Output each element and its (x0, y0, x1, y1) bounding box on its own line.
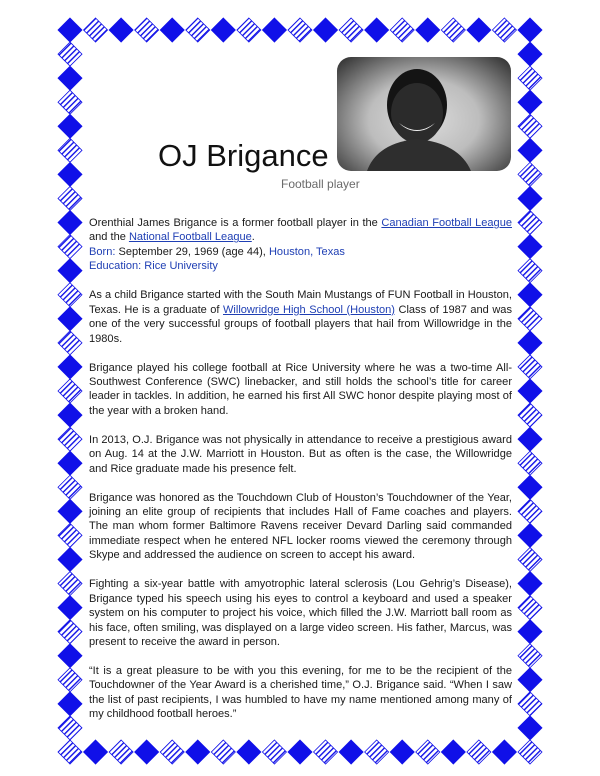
border-diamond (518, 66, 542, 90)
border-diamond (518, 620, 542, 644)
border-diamond (58, 499, 82, 523)
border-diamond (518, 379, 542, 403)
border-diamond (492, 740, 516, 764)
border-diamond (365, 740, 389, 764)
border-diamond (288, 740, 312, 764)
border-diamond (314, 740, 338, 764)
border-diamond (58, 90, 82, 114)
border-diamond (58, 427, 82, 451)
border-diamond (518, 499, 542, 523)
border-diamond (441, 740, 465, 764)
cfl-link[interactable]: Canadian Football League (381, 217, 512, 229)
border-diamond (518, 355, 542, 379)
border-diamond (58, 644, 82, 668)
border-diamond (518, 596, 542, 620)
border-diamond (58, 114, 82, 138)
border-diamond (58, 18, 82, 42)
border-diamond (365, 18, 389, 42)
border-diamond (339, 18, 363, 42)
border-diamond (416, 18, 440, 42)
border-diamond (518, 692, 542, 716)
border-diamond (58, 186, 82, 210)
border-diamond (58, 307, 82, 331)
border-diamond (518, 668, 542, 692)
border-diamond (58, 403, 82, 427)
body-paragraph: In 2013, O.J. Brigance was not physically in attendance to receive a prestigious award on Aug. 14 at the J.W. Marriott in Houston. But as often is the case, the Willowridge and Rice graduate made his presence felt. (89, 433, 512, 475)
border-diamond (58, 572, 82, 596)
border-diamond (58, 475, 82, 499)
border-diamond (58, 547, 82, 571)
border-diamond (518, 162, 542, 186)
border-diamond (237, 740, 261, 764)
border-diamond (84, 18, 108, 42)
intro-paragraph: Orenthial James Brigance is a former football player in the Canadian Football League and the National Football League. (89, 217, 512, 244)
border-diamond (58, 211, 82, 235)
border-diamond (58, 451, 82, 475)
border-diamond (518, 307, 542, 331)
border-diamond (211, 740, 235, 764)
border-diamond (518, 211, 542, 235)
border-diamond (58, 716, 82, 740)
border-diamond (518, 451, 542, 475)
border-diamond (518, 114, 542, 138)
border-diamond (186, 18, 210, 42)
border-diamond (518, 572, 542, 596)
border-diamond (518, 283, 542, 307)
border-diamond (288, 18, 312, 42)
border-diamond (135, 18, 159, 42)
body-paragraph: Brigance played his college football at Rice University where he was a two-time All-Southwest Conference (SWC) linebacker, and still holds the school’s title for career leader in tackles. In addition, he earned his first All SWC honor despite playing most of the year with a broken hand. (89, 361, 512, 417)
border-diamond (58, 66, 82, 90)
border-diamond (467, 18, 491, 42)
border-diamond (58, 138, 82, 162)
border-diamond (518, 235, 542, 259)
border-diamond (518, 475, 542, 499)
border-diamond (314, 18, 338, 42)
body-paragraph-2: As a child Brigance started with the South Main Mustangs of FUN Football in Houston, Texas. He is a graduate of Willowridge High School (Houston) Class of 1987 and was one of the very successful groups of football players that hail from Willowridge in the 1980s. (89, 289, 512, 345)
border-diamond (58, 692, 82, 716)
border-diamond (518, 42, 542, 66)
willowridge-link[interactable]: Willowridge High School (Houston) (223, 303, 395, 316)
page-subtitle: Football player (281, 177, 360, 191)
article-body (89, 216, 512, 736)
border-diamond (390, 18, 414, 42)
border-diamond (160, 18, 184, 42)
border-diamond (58, 42, 82, 66)
border-diamond (518, 403, 542, 427)
border-diamond (467, 740, 491, 764)
border-diamond (58, 379, 82, 403)
border-diamond (58, 523, 82, 547)
birthplace: Houston, Texas (268, 245, 345, 258)
body-paragraph: “It is a great pleasure to be with you this evening, for me to be the recipient of the Touchdowner of the Year Award is a cherished time,” O.J. Brigance said. “When I saw the list of past recipients, I was humbled to have my name mentioned among many of my childhood football heroes.” (89, 664, 512, 721)
border-diamond (58, 331, 82, 355)
portrait-photo (337, 57, 511, 171)
body-paragraph: Fighting a six-year battle with amyotrophic lateral sclerosis (Lou Gehrig’s Disease), Brigance typed his speech using his eyes to control a keyboard and used a speaker system on his computer to project his voice, which filled the J.W. Marriott ball room as his face, often smiling, was displayed on a large video screen. His father, Marcus, was present to receive the award in person. (89, 578, 512, 649)
border-diamond (441, 18, 465, 42)
border-diamond (390, 740, 414, 764)
border-diamond (518, 186, 542, 210)
border-diamond (58, 596, 82, 620)
border-diamond (237, 18, 261, 42)
border-diamond (262, 740, 286, 764)
border-diamond (416, 740, 440, 764)
border-diamond (518, 716, 542, 740)
border-diamond (58, 259, 82, 283)
border-diamond (58, 740, 82, 764)
border-diamond (518, 90, 542, 114)
border-diamond (518, 644, 542, 668)
border-diamond (262, 18, 286, 42)
border-diamond (518, 740, 542, 764)
nfl-link[interactable]: National Football League (128, 231, 252, 244)
border-diamond (518, 259, 542, 283)
border-diamond (186, 740, 210, 764)
border-diamond (84, 740, 108, 764)
border-diamond (518, 427, 542, 451)
border-diamond (58, 283, 82, 307)
born-line: Born: September 29, 1969 (age 44), Houston, Texas (89, 245, 345, 258)
border-diamond (518, 523, 542, 547)
border-diamond (58, 668, 82, 692)
border-diamond (58, 235, 82, 259)
education-line: Education: Rice University (89, 260, 218, 273)
border-diamond (518, 18, 542, 42)
border-diamond (518, 138, 542, 162)
border-diamond (339, 740, 363, 764)
border-diamond (58, 620, 82, 644)
border-diamond (109, 18, 133, 42)
border-diamond (58, 162, 82, 186)
border-diamond (211, 18, 235, 42)
border-diamond (58, 355, 82, 379)
body-paragraph: Brigance was honored as the Touchdown Club of Houston’s Touchdowner of the Year, joining an elite group of recipients that includes Hall of Fame coaches and players. The man whom former Baltimore Ravens receiver Devard Darling said commanded immediate respect when he entered NFL locker rooms viewed the ceremony through Skype and addressed the audience on screen to accept his award. (89, 491, 512, 562)
border-diamond (160, 740, 184, 764)
border-diamond (518, 331, 542, 355)
border-diamond (492, 18, 516, 42)
page-title: OJ Brigance (158, 138, 329, 173)
border-diamond (109, 740, 133, 764)
border-diamond (135, 740, 159, 764)
border-diamond (518, 547, 542, 571)
